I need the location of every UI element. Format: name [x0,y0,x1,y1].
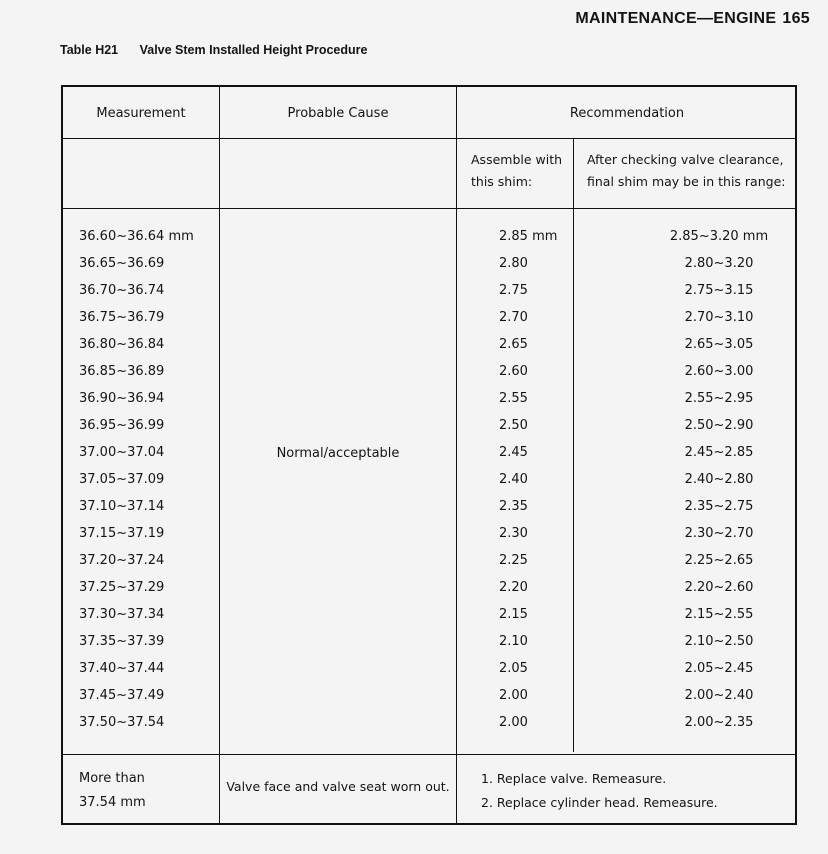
shim-cell: 2.80 [499,256,528,271]
shim-cell: 2.30 [499,526,528,541]
range-cell: 2.00~2.35 [684,715,754,730]
measurement-cell: 37.15~37.19 [79,526,165,541]
range-cell: 2.05~2.45 [684,661,754,676]
shim-cell: 2.40 [499,472,528,487]
shim-cell: 2.65 [499,337,528,352]
recommendation-item: 2. Replace cylinder head. Remeasure. [481,795,718,810]
subheader-final-line2: final shim may be in this range: [587,174,786,189]
shim-cell: 2.20 [499,580,528,595]
shim-cell: 2.45 [499,445,528,460]
page-header [575,10,810,28]
measurement-cell: 37.30~37.34 [79,607,165,622]
valve-stem-table [61,85,797,825]
measurement-cell: 36.65~36.69 [79,256,165,271]
last-row-measurement-line2: 37.54 mm [79,795,146,810]
shim-cell: 2.10 [499,634,528,649]
shim-cell: 2.00 [499,715,528,730]
subheader-final [587,149,785,219]
measurement-cell: 36.85~36.89 [79,364,165,379]
recommendation-item: 1. Replace valve. Remeasure. [481,771,667,786]
range-cell: 2.10~2.50 [684,634,754,649]
measurement-cell: 37.50~37.54 [79,715,165,730]
shim-cell: 2.50 [499,418,528,433]
measurement-cell: 37.00~37.04 [79,445,165,460]
range-cell: 2.25~2.65 [684,553,754,568]
last-row-measurement-line1: More than [79,771,145,786]
shim-cell: 2.60 [499,364,528,379]
measurement-cell: 36.95~36.99 [79,418,165,433]
range-cell: 2.65~3.05 [684,337,754,352]
shim-cell: 2.25 [499,553,528,568]
shim-cell: 2.85 mm [499,229,558,244]
subheader-final-line1: After checking valve clearance, [587,152,784,167]
range-cell: 2.50~2.90 [684,418,754,433]
measurement-cell: 37.40~37.44 [79,661,165,676]
range-cell: 2.35~2.75 [684,499,754,514]
shim-cell: 2.05 [499,661,528,676]
subheader-assemble [471,149,562,219]
measurement-cell: 36.60~36.64 mm [79,229,194,244]
measurement-cell: 36.90~36.94 [79,391,165,406]
range-cell: 2.55~2.95 [684,391,754,406]
range-cell: 2.20~2.60 [684,580,754,595]
measurement-cell: 37.25~37.29 [79,580,165,595]
shim-cell: 2.15 [499,607,528,622]
range-cell: 2.40~2.80 [684,472,754,487]
measurement-cell: 37.10~37.14 [79,499,165,514]
measurement-cell: 36.80~36.84 [79,337,165,352]
subheader-assemble-line1: Assemble with [471,152,563,167]
shim-cell: 2.35 [499,499,528,514]
range-cell: 2.85~3.20 mm [669,229,769,244]
table-number: Table H21 [60,43,119,57]
range-cell: 2.75~3.15 [684,283,754,298]
measurement-cell: 37.05~37.09 [79,472,165,487]
range-cell: 2.15~2.55 [684,607,754,622]
column-divider [456,87,457,823]
range-cell: 2.70~3.10 [684,310,754,325]
measurement-cell: 37.20~37.24 [79,553,165,568]
shim-cell: 2.70 [499,310,528,325]
measurement-cell: 37.35~37.39 [79,634,165,649]
header-title: MAINTENANCE—ENGINE [575,10,777,27]
measurement-cell: 36.70~36.74 [79,283,165,298]
last-row-measurement [79,767,146,815]
page-number: 165 [782,10,810,27]
probable-cause-normal: Normal/acceptable [276,446,400,461]
shim-cell: 2.55 [499,391,528,406]
column-header-cause: Probable Cause [287,105,389,121]
column-header-recommendation: Recommendation [569,105,685,121]
last-row-cause: Valve face and valve seat worn out. [226,779,450,794]
column-header-measurement: Measurement [96,105,186,121]
range-cell: 2.00~2.40 [684,688,754,703]
shim-cell: 2.75 [499,283,528,298]
range-cell: 2.30~2.70 [684,526,754,541]
subheader-assemble-line2: this shim: [471,174,533,189]
range-cell: 2.80~3.20 [684,256,754,271]
table-title: Valve Stem Installed Height Procedure [139,43,368,57]
range-cell: 2.45~2.85 [684,445,754,460]
column-divider [573,139,574,752]
row-divider [63,754,795,755]
measurement-cell: 37.45~37.49 [79,688,165,703]
table-caption [60,43,367,57]
shim-cell: 2.00 [499,688,528,703]
range-cell: 2.60~3.00 [684,364,754,379]
last-row-recommendations [481,767,718,815]
measurement-cell: 36.75~36.79 [79,310,165,325]
